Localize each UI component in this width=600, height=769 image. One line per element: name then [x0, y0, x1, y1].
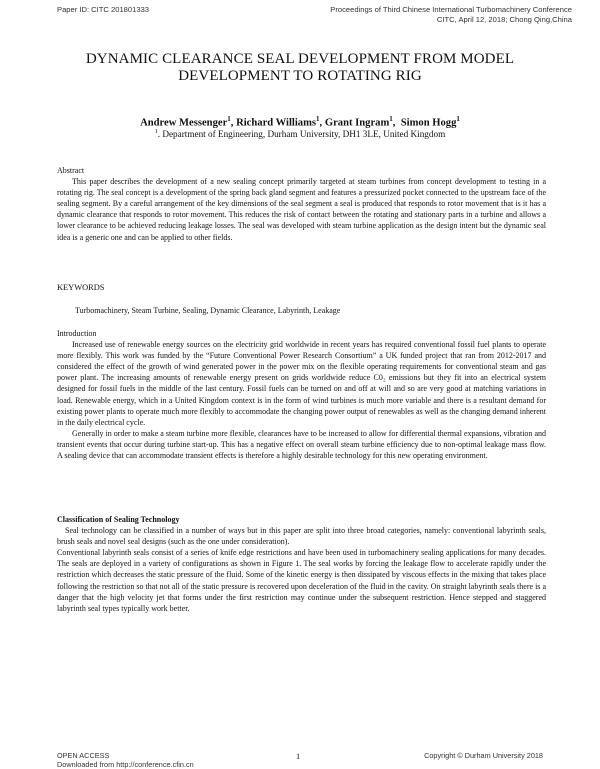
introduction-heading: Introduction: [57, 329, 97, 338]
author-name: Simon Hogg: [400, 117, 457, 129]
copyright-notice: Copyright © Durham University 2018: [424, 751, 543, 760]
author-separator: ,: [230, 117, 237, 129]
classification-section: [57, 514, 546, 614]
keywords-heading: KEYWORDS: [57, 283, 105, 292]
download-source: Downloaded from http://conference.cfin.cn: [57, 760, 194, 769]
author-name: Richard Williams: [236, 117, 317, 129]
conference-location-date: CITC, April 12, 2018; Chong Qing,China: [436, 15, 572, 24]
title-line-2: DEVELOPMENT TO ROTATING RIG: [178, 68, 422, 84]
conference-name: Proceedings of Third Chinese International Turbomachinery Conference: [330, 5, 572, 14]
author-name: Grant Ingram: [324, 117, 390, 129]
title-line-1: DYNAMIC CLEARANCE SEAL DEVELOPMENT FROM MODEL: [85, 51, 515, 67]
introduction-paragraph-2: Generally in order to make a steam turbine more flexible, clearances have to be increased to allow for differential thermal expansions, vibration and transient events that occur during turbine start-up. This has a negative effect on overall steam turbine efficiency due to non-optimal leakage mass flow. A sealing device that can accommodate transient effects is therefore a highly desirable technology for this new operating environment.: [57, 428, 546, 461]
introduction-paragraph-1: Increased use of renewable energy sources on the electricity grid worldwide in recent years has required conventional fossil fuel plants to operate more flexibly. This work was funded by the “Future Conventional Power Research Consortium” a UK funded project that ran from 2012-2017 and considered the effect of the growth of wind generated power in the power mix on the flexible operating requirements for conventional steam and gas power plant. The increasing amounts of renewable energy present on grids worldwide reduce C0₂ emissions but they fit into an electrical system designed for fossil fuels in the middle of the last century. Fossil fuels can be turned on and off at will and so are very good at matching variations in load. Renewable energy, which in a United Kingdom context is in the form of wind turbines is much more variable and there is a resultant demand for existing power plants to operate much more flexibly to accommodate the changing power output of renewables as well as the changing demand inherent in the daily electrical cycle.: [57, 340, 546, 427]
author-separator: ,: [319, 117, 325, 129]
affiliation-mark: 1: [154, 129, 158, 135]
author-affil-mark: 1: [227, 115, 231, 123]
affiliation: [60, 126, 540, 140]
author-name: Andrew Messenger: [140, 117, 228, 129]
classification-paragraph-2: Conventional labyrinth seals consist of a series of knife edge restrictions and have been used in turbomachinery sealing applications for many decades. The seals are deployed in a variety of configurations as shown in Figure 1. The seal works by forcing the leakage flow to accelerate rapidly under the restriction which decreases the static pressure of the fluid. Some of the kinetic energy is then dissipated by viscous effects in the mixing that takes place following the restriction so that not all of the static pressure is recovered upon deceleration of the fluid in the cavity. On straight labyrinth seals there is a danger that the high velocity jet that forms under the first restriction may continue under the subsequent restriction. Hence stepped and staggered labyrinth seal types typically work better.: [57, 548, 546, 613]
paper-id: Paper ID: CITC 201801333: [57, 5, 150, 14]
introduction-section: [57, 328, 546, 461]
abstract-section: [57, 165, 546, 243]
classification-heading: Classification of Sealing Technology: [57, 515, 180, 524]
footer-left: [57, 751, 194, 769]
page-number: 1: [296, 751, 301, 761]
author-affil-mark: 1: [456, 115, 460, 123]
author-affil-mark: 1: [389, 115, 393, 123]
open-access-label: OPEN ACCESS: [57, 751, 110, 760]
classification-paragraph-1: Seal technology can be classified in a number of ways but in this paper are split into three broad categories, namely: conventional labyrinth seals, brush seals and novel seal designs (such as the one under consideration).: [57, 526, 546, 547]
author-affil-mark: 1: [316, 115, 320, 123]
keywords-text: Turbomachinery, Steam Turbine, Sealing, Dynamic Clearance, Labyrinth, Leakage: [75, 306, 341, 315]
author-separator: ,: [392, 117, 401, 129]
paper-title: [40, 51, 560, 85]
abstract-text: This paper describes the development of a new sealing concept primarily targeted at steam turbines from concept development to testing in a rotating rig. The seal concept is a development of the spring back gland segment and features a pressurized pocket connected to the upstream face of the sealing segment. By a careful arrangement of the key dimensions of the seal segment a seal is produced that responds to rotor movement that is it has a dynamic clearance that responds to rotor movement. This reduces the risk of contact between the rotating and stationary parts in a turbine and allows a lower clearance to be achieved reducing leakage losses. The seal was developed with steam turbine application as the design intent but the dynamic seal idea is a generic one and can be applied to other fields.: [57, 177, 546, 242]
affiliation-text: . Department of Engineering, Durham University, DH1 3LE, United Kingdom: [157, 129, 446, 140]
running-header: [330, 5, 572, 25]
abstract-heading: Abstract: [57, 166, 85, 175]
